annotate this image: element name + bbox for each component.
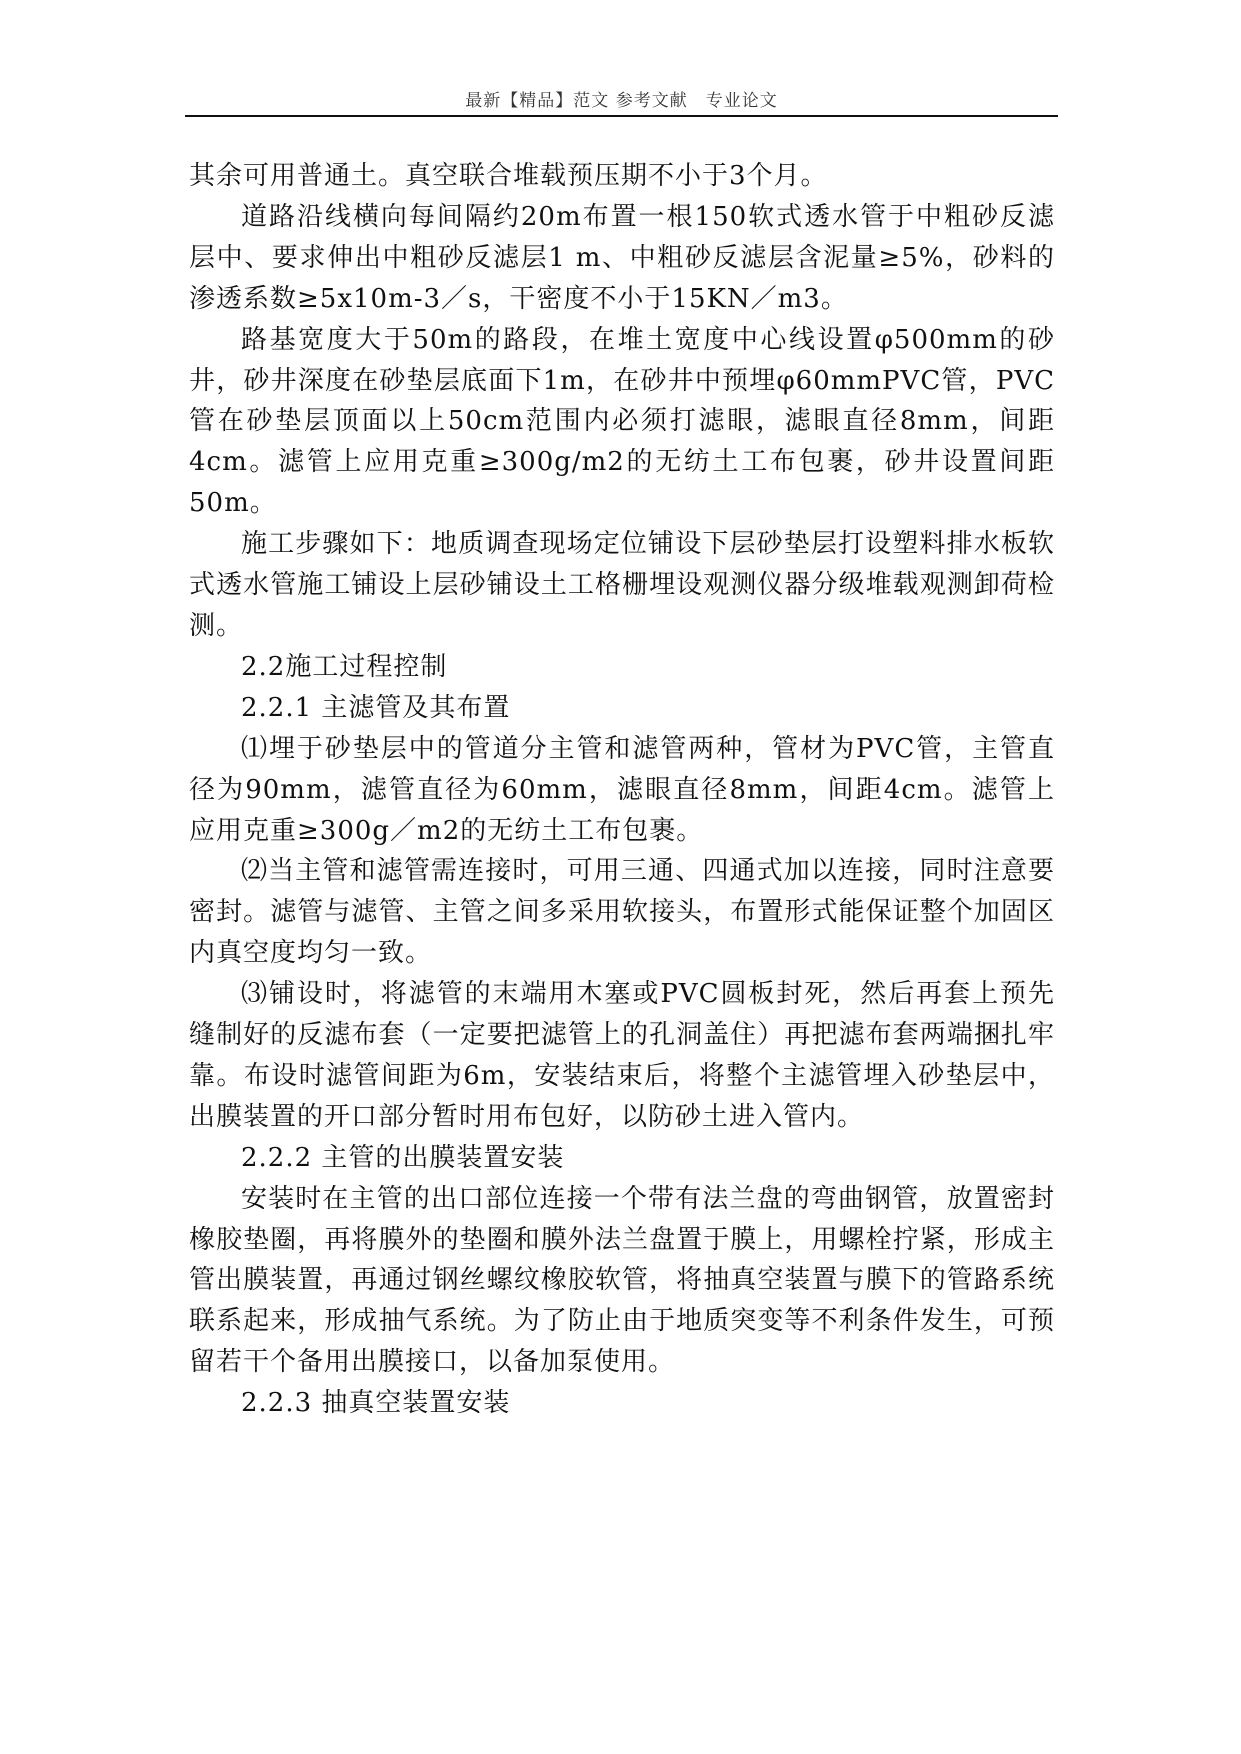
paragraph: 路基宽度大于50m的路段，在堆土宽度中心线设置φ500mm的砂井，砂井深度在砂垫层底面下1m，在砂井中预埋φ60mmPVC管，PVC管在砂垫层顶面以上50cm范围内必须打滤眼，滤眼直径8mm，间距4cm。滤管上应用克重≥300g/m2的无纺土工布包裹，砂井设置间距50m。 (189, 324, 1055, 519)
paragraph: 施工步骤如下：地质调查现场定位铺设下层砂垫层打设塑料排水板软式透水管施工铺设上层砂铺设土工格栅埋设观测仪器分级堆载观测卸荷检测。 (189, 529, 1055, 641)
section-heading: 2.2施工过程控制 (241, 651, 448, 682)
paragraph: ⑴埋于砂垫层中的管道分主管和滤管两种，管材为PVC管，主管直径为90mm，滤管直径为60mm，滤眼直径8mm，间距4cm。滤管上应用克重≥300g／m2的无纺土工布包裹。 (189, 733, 1055, 846)
paragraph: 其余可用普通土。真空联合堆载预压期不小于3个月。 (189, 161, 828, 191)
paragraph: ⑶铺设时，将滤管的末端用木塞或PVC圆板封死，然后再套上预先缝制好的反滤布套（一定要把滤管上的孔洞盖住）再把滤布套两端捆扎牢靠。布设时滤管间距为6m，安装结束后，将整个主滤管埋入砂垫层中，出膜装置的开口部分暂时用布包好，以防砂土进入管内。 (189, 979, 1055, 1132)
subsection-heading: 2.2.3 抽真空装置安装 (241, 1388, 511, 1419)
page-header: 最新【精品】范文 参考文献 专业论文 (465, 91, 778, 111)
paragraph: 道路沿线横向每间隔约20m布置一根150软式透水管于中粗砂反滤层中、要求伸出中粗砂反滤层1 m、中粗砂反滤层含泥量≥5%，砂料的渗透系数≥5x10m-3／s，干密度不小于15KN／m3。 (189, 201, 1055, 314)
paragraph: ⑵当主管和滤管需连接时，可用三通、四通式加以连接，同时注意要密封。滤管与滤管、主管之间多采用软接头，布置形式能保证整个加固区内真空度均匀一致。 (189, 856, 1055, 969)
paragraph: 安装时在主管的出口部位连接一个带有法兰盘的弯曲钢管，放置密封橡胶垫圈，再将膜外的垫圈和膜外法兰盘置于膜上，用螺栓拧紧，形成主管出膜装置，再通过钢丝螺纹橡胶软管，将抽真空装置与膜下的管路系统联系起来，形成抽气系统。为了防止由于地质突变等不利条件发生，可预留若干个备用出膜接口，以备加泵使用。 (189, 1183, 1055, 1378)
subsection-heading: 2.2.2 主管的出膜装置安装 (241, 1142, 565, 1173)
header-divider (185, 115, 1058, 117)
subsection-heading: 2.2.1 主滤管及其布置 (241, 692, 511, 723)
document-body (189, 156, 1055, 1424)
